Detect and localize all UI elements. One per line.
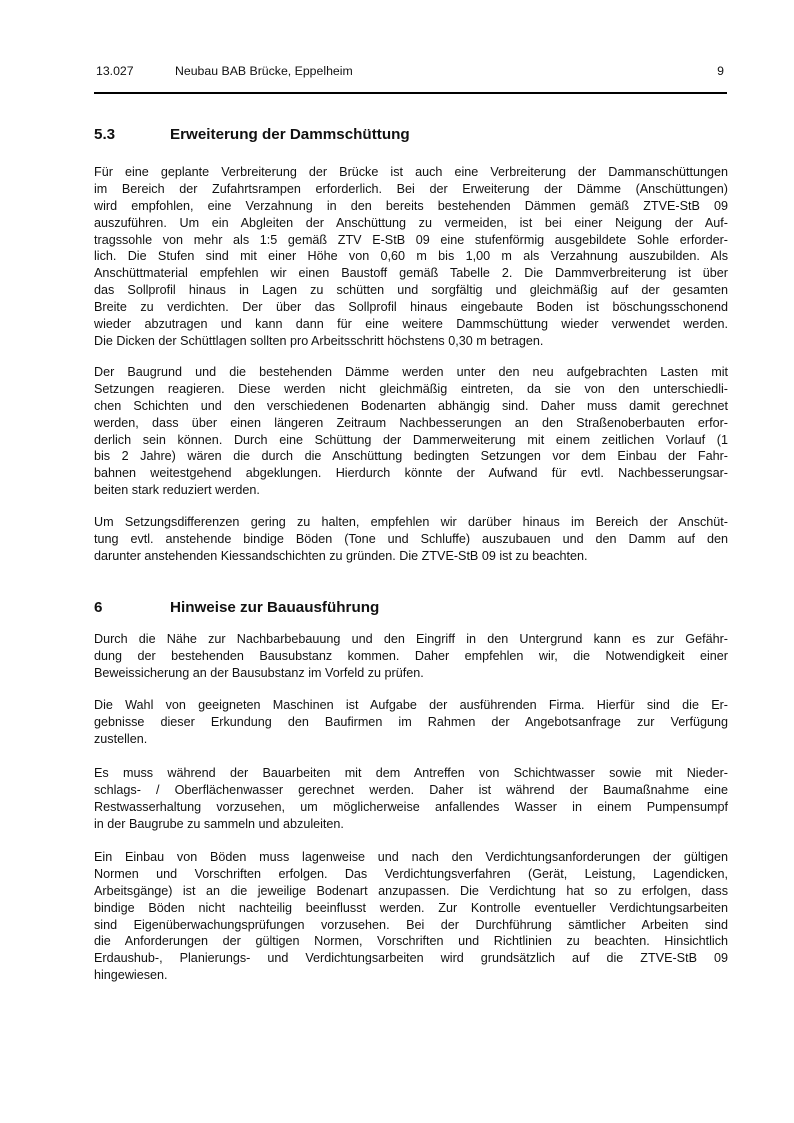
text-line: im Bereich der Zufahrtsrampen erforderlich. Bei der Erweiterung der Dämme (Anschüttungen) xyxy=(94,181,728,196)
text-line: Breite zu verdichten. Der über das Sollprofil hinaus eingebaute Boden ist böschungsschonend xyxy=(94,300,728,315)
text-line: lich. Die Stufen sind mit einer Höhe von 0,60 m bis 1,00 m als Verzahnung auszubilden. Als xyxy=(94,249,728,264)
paragraph xyxy=(94,164,728,350)
text-line: Arbeitsgänge) ist an die jeweilige Bodenart anzupassen. Die Verdichtung hat so zu erfolgen, dass xyxy=(94,883,728,898)
text-line: Anschüttmaterial empfehlen wir einen Baustoff gemäß Tabelle 2. Die Dammverbreiterung ist über xyxy=(94,266,728,281)
text-line: das Sollprofil hinaus in Lagen zu schütten und sorgfältig und gleichmäßig auf der gesamten xyxy=(94,283,728,298)
text-line: Erdaushub-, Planierungs- und Verdichtungsarbeiten wird grundsätzlich auf die ZTVE-StB 09 xyxy=(94,951,728,966)
text-line: Beweissicherung an der Bausubstanz im Vorfeld zu prüfen. xyxy=(94,665,424,680)
project-title: Neubau BAB Brücke, Eppelheim xyxy=(175,64,353,78)
text-line: Für eine geplante Verbreiterung der Brücke ist auch eine Verbreiterung der Dammanschüttungen xyxy=(94,165,728,179)
paragraph xyxy=(94,631,728,682)
header-rule xyxy=(94,92,727,94)
text-line: darunter anstehenden Kiessandschichten zu gründen. Die ZTVE-StB 09 ist zu beachten. xyxy=(94,548,588,563)
paragraph xyxy=(94,849,728,984)
text-line: Ein Einbau von Böden muss lagenweise und nach den Verdichtungsanforderungen der gültigen xyxy=(94,850,728,864)
section-number: 6 xyxy=(94,599,103,616)
project-number: 13.027 xyxy=(96,64,134,78)
section-title: Erweiterung der Dammschüttung xyxy=(170,126,410,143)
text-line: schlags- / Oberflächenwasser gerechnet werden. Daher ist während der Baumaßnahme eine xyxy=(94,782,728,797)
text-line: Setzungen reagieren. Diese werden nicht gleichmäßig eintreten, da sie von den unterschiedli- xyxy=(94,381,728,396)
text-line: zustellen. xyxy=(94,731,148,746)
text-line: werden, dass über einen längeren Zeitraum Nachbesserungen an den Straßenoberbauten erfor- xyxy=(94,415,728,430)
text-line: Um Setzungsdifferenzen gering zu halten, empfehlen wir darüber hinaus im Bereich der Anschüt- xyxy=(94,515,728,529)
section-number: 5.3 xyxy=(94,126,116,143)
text-line: Durch die Nähe zur Nachbarbebauung und den Eingriff in den Untergrund kann es zur Gefähr- xyxy=(94,632,728,646)
paragraph xyxy=(94,364,728,499)
text-line: Die Wahl von geeigneten Maschinen ist Aufgabe der ausführenden Firma. Hierfür sind die Er- xyxy=(94,698,728,712)
text-line: Restwasserhaltung vorzusehen, um möglicherweise anfallendes Wasser in einem Pumpensumpf xyxy=(94,799,728,814)
text-line: gebnisse dieser Erkundung den Baufirmen im Rahmen der Angebotsanfrage zur Verfügung xyxy=(94,714,728,729)
text-line: Der Baugrund und die bestehenden Dämme werden unter den neu aufgebrachten Lasten mit xyxy=(94,365,728,379)
page-number: 9 xyxy=(717,64,724,78)
paragraph xyxy=(94,514,728,565)
text-line: chen Schichten und den verschiedenen Bodenarten abhängig sind. Daher muss damit gerechnet xyxy=(94,398,728,413)
text-line: Normen und Vorschriften erfolgen. Das Verdichtungsverfahren (Gerät, Leistung, Lagendicken, xyxy=(94,866,728,881)
text-line: wird empfohlen, eine Verzahnung in den bereits bestehenden Dämmen gemäß ZTVE-StB 09 xyxy=(94,198,728,213)
text-line: bahnen weitestgehend abgeklungen. Hierdurch könnte der Aufwand für evtl. Nachbesserungsar- xyxy=(94,466,728,481)
paragraph xyxy=(94,697,728,748)
text-line: beiten stark reduziert werden. xyxy=(94,483,260,498)
text-line: in der Baugrube zu sammeln und abzuleiten. xyxy=(94,816,344,831)
text-line: Die Dicken der Schüttlagen sollten pro Arbeitsschritt höchstens 0,30 m betragen. xyxy=(94,333,544,348)
text-line: bis 2 Jahre) wären die durch die Anschüttung bedingten Setzungen vor dem Einbau der Fahr- xyxy=(94,449,728,464)
paragraph xyxy=(94,765,728,833)
text-line: hingewiesen. xyxy=(94,968,168,983)
section-title: Hinweise zur Bauausführung xyxy=(170,599,380,616)
text-line: Es muss während der Bauarbeiten mit dem Antreffen von Schichtwasser sowie mit Nieder- xyxy=(94,766,728,780)
page-header xyxy=(96,63,724,79)
text-line: bindige Böden nicht nachteilig beeinflusst werden. Zur Kontrolle eventueller Verdichtungsarbeiten xyxy=(94,900,728,915)
text-line: auszuführen. Um ein Abgleiten der Anschüttung zu vermeiden, ist bei einer Neigung der Auf- xyxy=(94,215,728,230)
text-line: die Anforderungen der gültigen Normen, Vorschriften und Richtlinien zu beachten. Hinsichtlich xyxy=(94,934,728,949)
text-line: dung der bestehenden Bausubstanz kommen. Daher empfehlen wir, die Notwendigkeit einer xyxy=(94,648,728,663)
text-line: wieder abzutragen und kann dann für eine weitere Dammschüttung wieder verwendet werden. xyxy=(94,317,728,332)
text-line: derlich sein können. Durch eine Schüttung der Dammerweiterung mit einem zeitlichen Vorlauf (1 xyxy=(94,432,728,447)
text-line: tragssohle von mehr als 1:5 gemäß ZTV E-StB 09 eine stufenförmig ausgebildete Sohle erforder- xyxy=(94,232,728,247)
text-line: tung evtl. anstehende bindige Böden (Tone und Schluffe) auszubauen und den Damm auf den xyxy=(94,531,728,546)
text-line: sind Eigenüberwachungsprüfungen vorzusehen. Bei der Durchführung sämtlicher Arbeiten sind xyxy=(94,917,728,932)
